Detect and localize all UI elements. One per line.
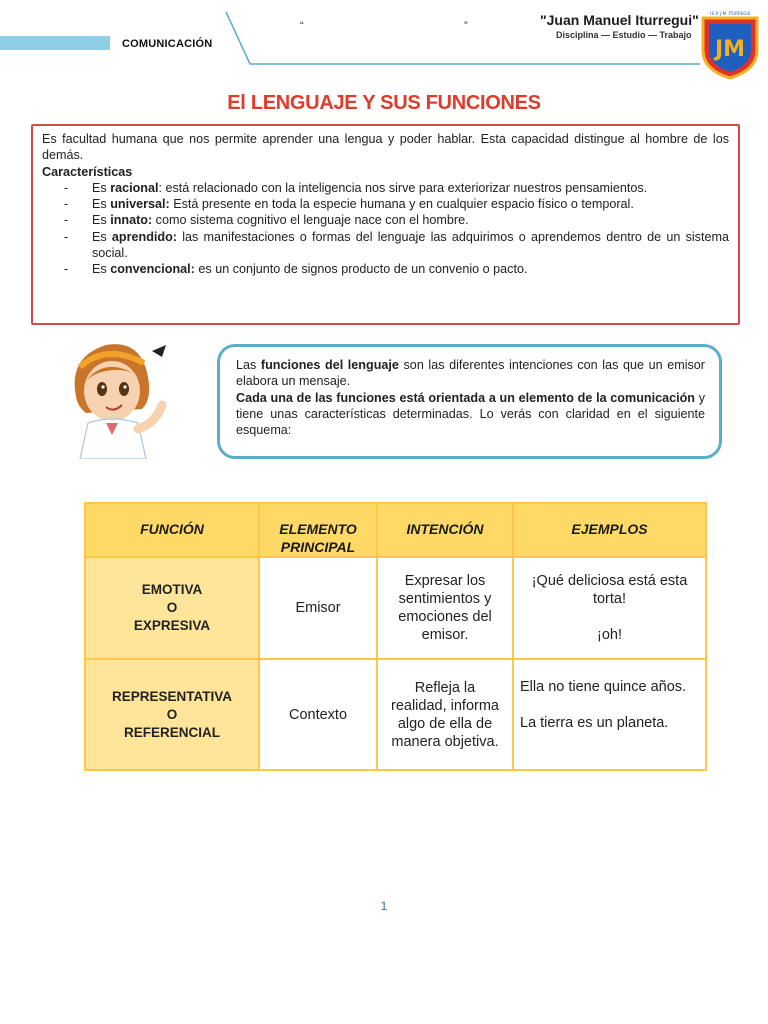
characteristic-item: - Es convencional: es un conjunto de signos producto de un convenio o pacto. [64, 262, 528, 277]
characteristic-item: - Es universal: Está presente en toda la especie humana y en cualquier espacio físico o temporal. [64, 197, 634, 212]
table-row-1-ejemplos: ¡Qué deliciosa está esta torta! ¡oh! [514, 558, 705, 658]
table-header-elemento: ELEMENTO PRINCIPAL [260, 504, 376, 556]
functions-table [84, 502, 707, 771]
header-quote-close: ” [464, 20, 468, 32]
table-row-2-ejemplos: Ella no tiene quince años. La tierra es un planeta. [514, 660, 705, 769]
characteristics-heading: Características [42, 164, 133, 179]
school-name: "Juan Manuel Iturregui" [540, 12, 699, 28]
bubble-paragraph-1: Las funciones del lenguaje son las diferentes intenciones con las que un emisor elabora un mensaje. [236, 358, 705, 389]
school-motto: Disciplina — Estudio — Trabajo [556, 30, 692, 40]
school-crest-logo [697, 4, 763, 80]
table-row-2-intencion: Refleja la realidad, informa algo de ella de manera objetiva. [378, 660, 512, 769]
girl-illustration [66, 337, 176, 459]
table-row-2-elemento: Contexto [260, 660, 376, 769]
table-row-1-intencion: Expresar los sentimientos y emociones del emisor. [378, 558, 512, 658]
subject-label: COMUNICACIÓN [122, 38, 213, 50]
table-row-1-funcion: EMOTIVA O EXPRESIVA [86, 558, 258, 658]
page-number: 1 [380, 899, 388, 913]
table-row-1-elemento: Emisor [260, 558, 376, 658]
characteristics-list [42, 180, 729, 278]
characteristic-item: - Es innato: como sistema cognitivo el lenguaje nace con el hombre. [64, 213, 469, 228]
table-header-intencion: INTENCIÓN [378, 504, 512, 556]
table-header-ejemplos: EJEMPLOS [514, 504, 705, 556]
page-title: El LENGUAJE Y SUS FUNCIONES [227, 92, 541, 114]
logo-initials: JM [714, 37, 746, 62]
definition-text: Es facultad humana que nos permite aprender una lengua y poder hablar. Esta capacidad distingue al hombre de los demás. [42, 132, 729, 163]
characteristic-item: - Es racional: está relacionado con la inteligencia nos sirve para exteriorizar nuestros pensamientos. [64, 180, 648, 195]
characteristic-item: - Es aprendido: las manifestaciones o formas del lenguaje las adquirimos o aprendemos dentro de un sistema social. [64, 229, 729, 261]
table-header-funcion: FUNCIÓN [86, 504, 258, 556]
bubble-paragraph-2: Cada una de las funciones está orientada a un elemento de la comunicación y tiene unas características determinadas. Lo verás con claridad en el siguiente esquema: [236, 390, 706, 438]
logo-caption: I.E.P. J.M. ITURREGUI [709, 11, 751, 16]
table-row-2-funcion: REPRESENTATIVA O REFERENCIAL [86, 660, 258, 769]
explanation-bubble [217, 344, 722, 459]
header-quote-open: “ [300, 20, 304, 32]
definition-box [31, 124, 740, 325]
